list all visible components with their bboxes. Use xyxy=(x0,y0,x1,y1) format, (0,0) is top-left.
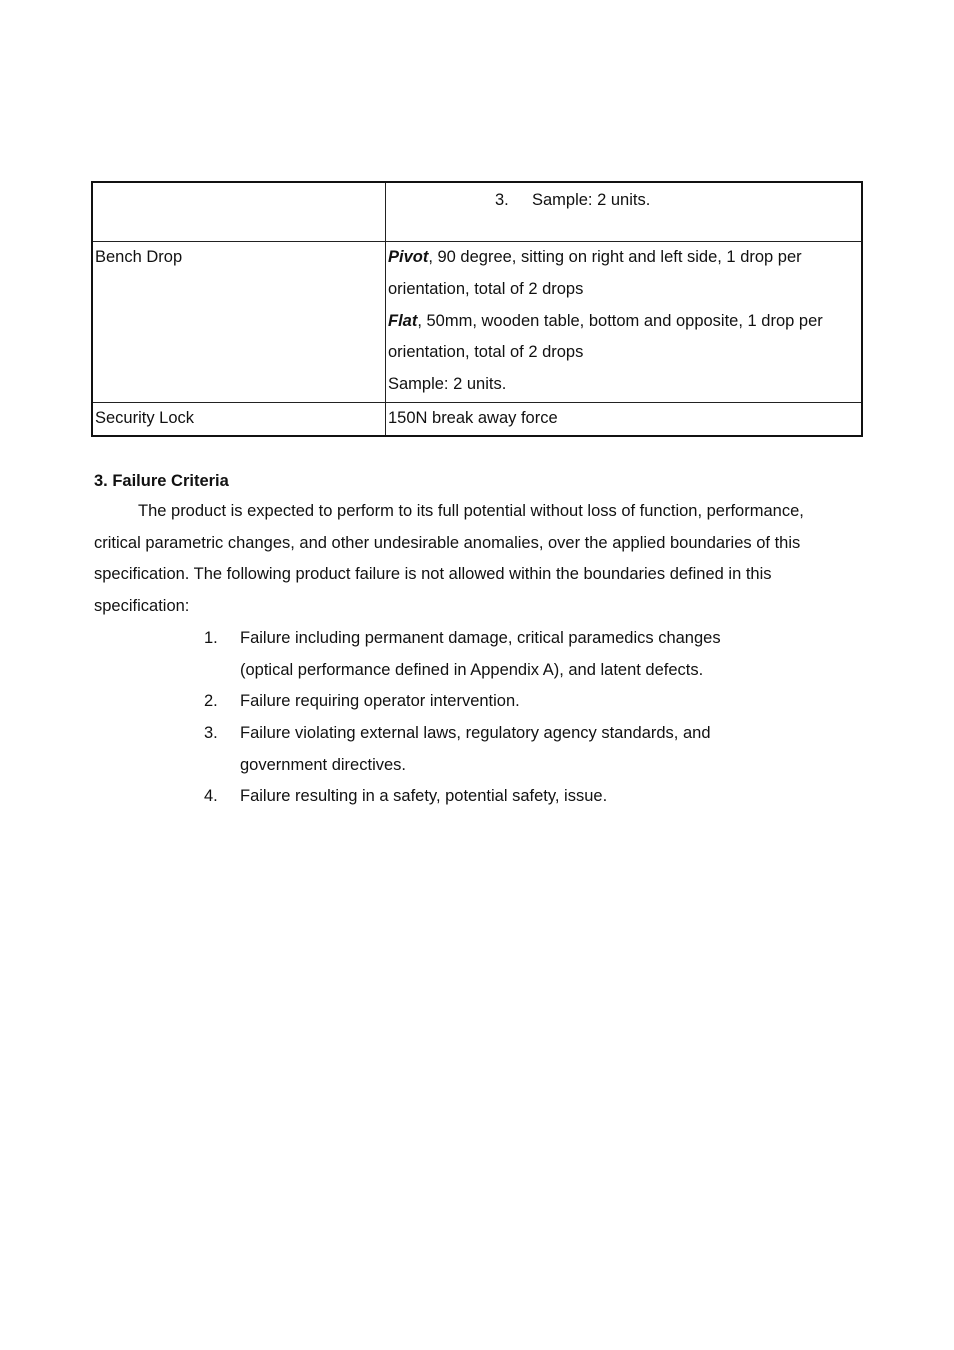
failure-criteria-section xyxy=(94,466,854,813)
list-item xyxy=(201,686,761,718)
list-item-text: Failure resulting in a safety, potential safety, issue. xyxy=(240,787,608,806)
list-item xyxy=(201,718,761,781)
list-number: 2. xyxy=(204,692,218,711)
security-lock-value: 150N break away force xyxy=(385,403,862,436)
list-number: 4. xyxy=(204,787,218,806)
list-number: 3. xyxy=(204,723,218,742)
table-row xyxy=(92,182,862,242)
sample-text: Sample: 2 units. xyxy=(531,191,651,209)
list-item-text: Failure violating external laws, regulatory agency standards, and government directives. xyxy=(240,723,711,774)
flat-line xyxy=(388,306,859,370)
table-cell-value xyxy=(385,182,862,242)
list-item xyxy=(201,781,761,813)
list-item xyxy=(201,623,761,686)
list-item-text: Failure including permanent damage, critical paramedics changes (optical performance defined in Appendix A), and latent defects. xyxy=(240,628,721,679)
list-number: 1. xyxy=(204,628,218,647)
bench-drop-description xyxy=(385,242,862,403)
sample-line: Sample: 2 units. xyxy=(387,375,507,394)
intro-paragraph: The product is expected to perform to its full potential without loss of function, performance, critical parametric changes, and other undesirable anomalies, over the applied boundaries of this specification. The following product failure is not allowed within the boundaries defined in this specification: xyxy=(94,502,804,616)
list-number: 3. xyxy=(494,191,509,209)
section-heading: 3. Failure Criteria xyxy=(94,472,229,490)
test-spec-table xyxy=(91,181,863,437)
pivot-term: Pivot xyxy=(387,248,429,266)
table-row xyxy=(92,242,862,403)
flat-term: Flat xyxy=(387,311,418,330)
table-cell-label xyxy=(92,182,385,242)
pivot-line xyxy=(388,242,859,306)
sample-continuation xyxy=(388,183,859,216)
flat-text: , 50mm, wooden table, bottom and opposite, 1 drop per orientation, total of 2 drops xyxy=(387,311,823,362)
table-row xyxy=(92,403,862,436)
pivot-text: , 90 degree, sitting on right and left side, 1 drop per orientation, total of 2 drops xyxy=(387,248,802,298)
bench-drop-label: Bench Drop xyxy=(92,242,385,403)
list-item-text: Failure requiring operator intervention. xyxy=(240,692,520,711)
security-lock-label: Security Lock xyxy=(92,403,385,436)
failure-criteria-list xyxy=(201,623,761,813)
